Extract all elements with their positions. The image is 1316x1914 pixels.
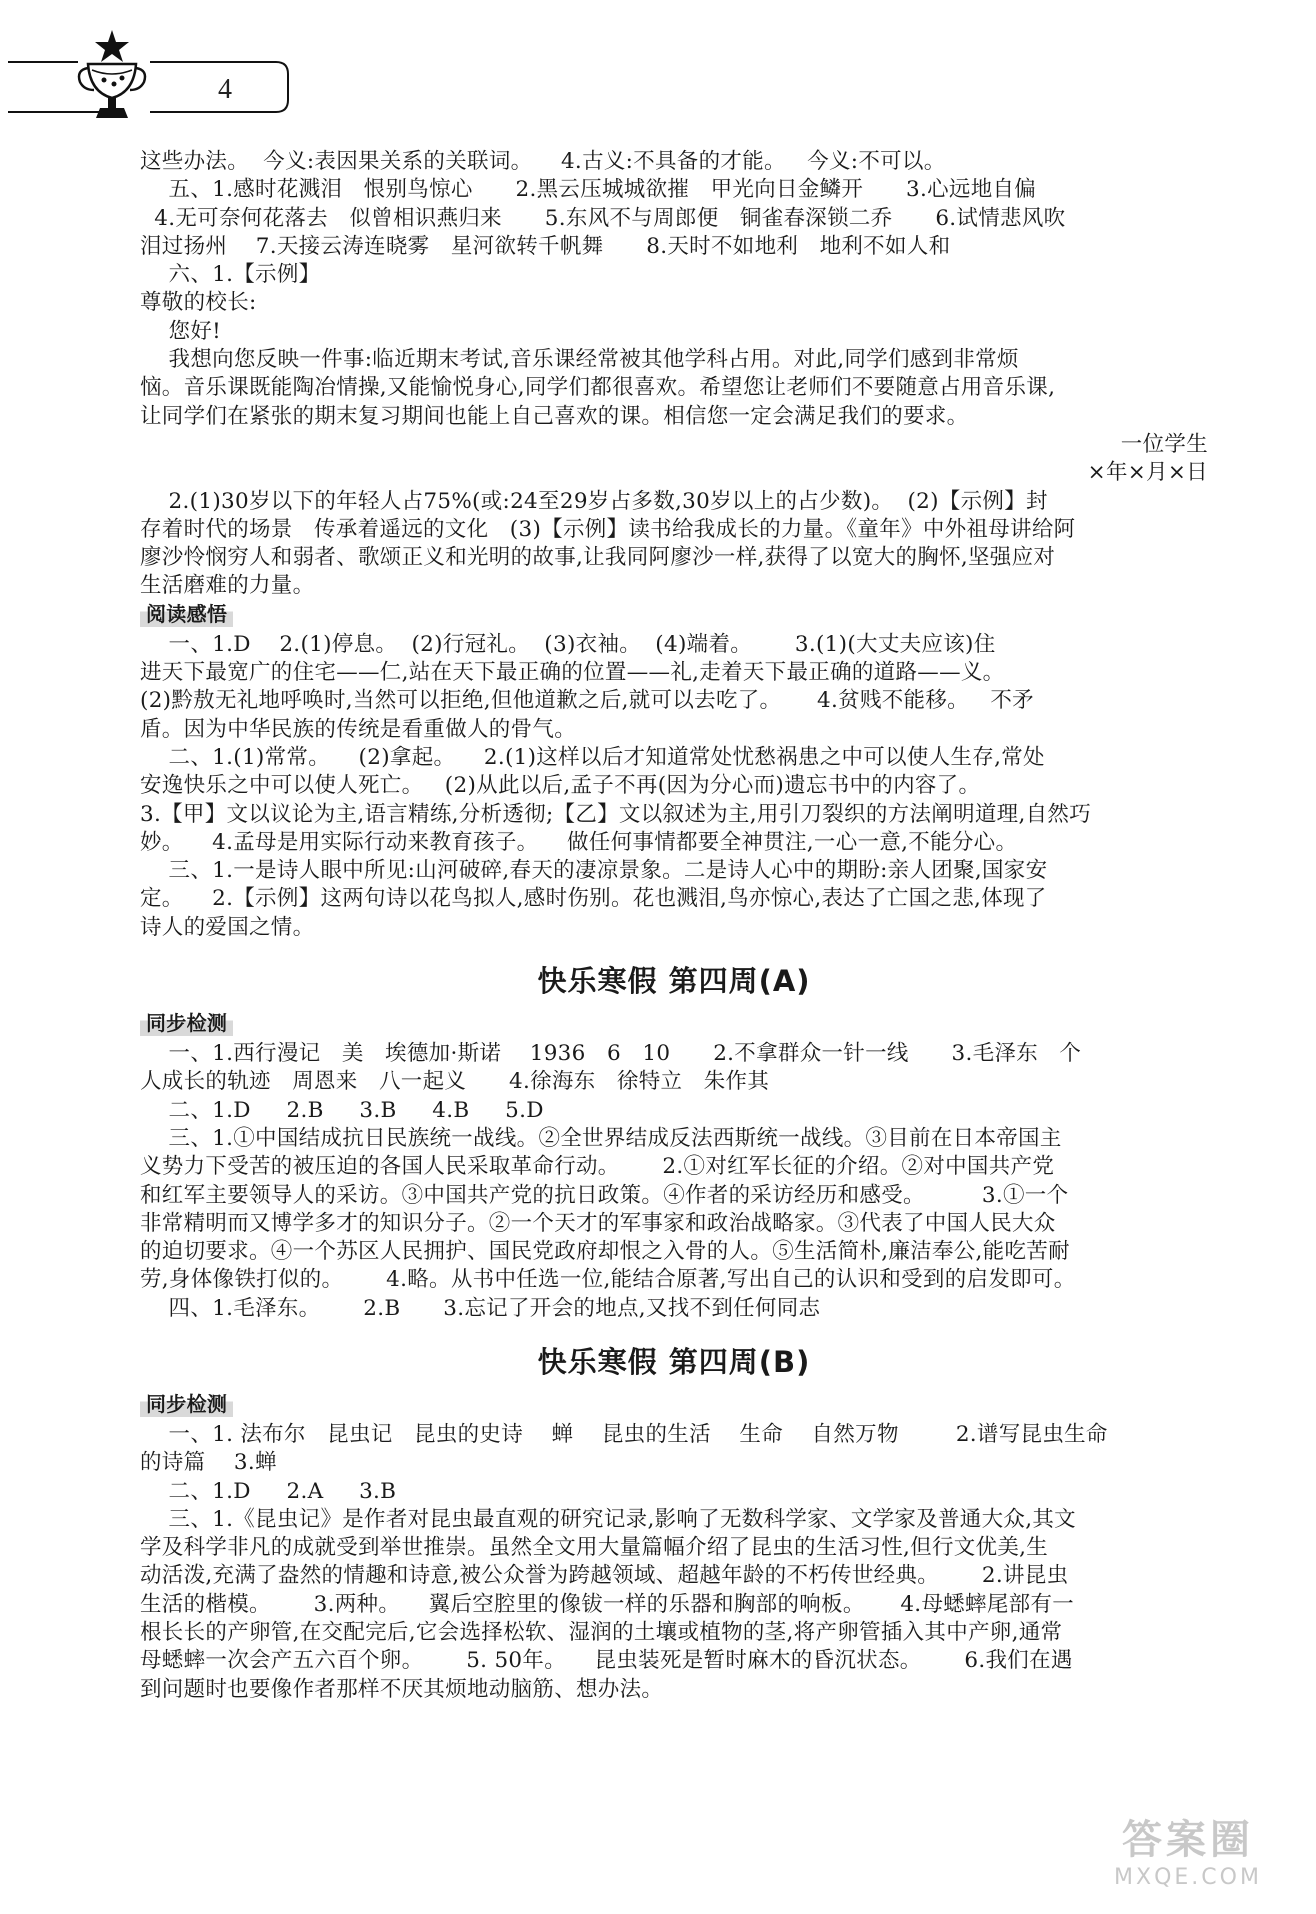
text-line: 泪过扬州 7.天接云涛连晓雾 星河欲转千帆舞 8.天时不如地利 地利不如人和 <box>140 233 951 259</box>
text-line: 一、1.D 2.(1)停息。 (2)行冠礼。 (3)衣袖。 (4)端着。 3.(1)(大丈夫应该)住 <box>140 631 996 657</box>
text-line: 二、1.D 2.B 3.B 4.B 5.D <box>140 1097 544 1123</box>
text-line: 学及科学非凡的成就受到举世推崇。虽然全文用大量篇幅介绍了昆虫的生活习性,但行文优美,生 <box>140 1535 1049 1561</box>
text-line: (2)黔敖无礼地呼唤时,当然可以拒绝,但他道歉之后,就可以去吃了。 4.贫贱不能移。 不矛 <box>140 688 1034 714</box>
text-line: 的诗篇 3.蝉 <box>140 1450 277 1476</box>
text-line: 母蟋蟀一次会产五六百个卵。 5. 50年。 昆虫装死是暂时麻木的昏沉状态。 6.我们在遇 <box>140 1648 1073 1674</box>
text-line: 进天下最宽广的住宅——仁,站在天下最正确的位置——礼,走着天下最正确的道路——义。 <box>140 660 1005 686</box>
text-line: 三、1.一是诗人眼中所见:山河破碎,春天的凄凉景象。二是诗人心中的期盼:亲人团聚,国家安 <box>140 858 1048 884</box>
text-line: 安逸快乐之中可以使人死亡。 (2)从此以后,孟子不再(因为分心而)遗忘书中的内容了。 <box>140 773 981 799</box>
text-line: 五、1.感时花溅泪 恨别鸟惊心 2.黑云压城城欲摧 甲光向日金鳞开 3.心远地自偏 <box>140 177 1037 203</box>
section-tag-row <box>140 1010 1208 1040</box>
text-line: 定。 2.【示例】这两句诗以花鸟拟人,感时伤别。花也溅泪,鸟亦惊心,表达了亡国之悲,体现了 <box>140 886 1047 912</box>
answer-content <box>140 148 1208 1704</box>
text-line: 二、1.(1)常常。 (2)拿起。 2.(1)这样以后才知道常处忧愁祸患之中可以使人生存,常处 <box>140 744 1045 770</box>
text-line: 2.(1)30岁以下的年轻人占75%(或:24至29岁占多数,30岁以上的占少数)。 (2)【示例】封 <box>140 488 1048 514</box>
text-line: 4.无可奈何花落去 似曾相识燕归来 5.东风不与周郎便 铜雀春深锁二乔 6.试情悲风吹 <box>140 205 1066 231</box>
text-line: 一、1.西行漫记 美 埃德加·斯诺 1936 6 10 2.不拿群众一针一线 3.毛泽东 个 <box>140 1041 1082 1067</box>
text-line: 诗人的爱国之情。 <box>140 914 315 940</box>
watermark-logo-text: 答案圈 <box>1122 1817 1254 1863</box>
text-line: 恼。音乐课既能陶冶情操,又能愉悦身心,同学们都很喜欢。希望您让老师们不要随意占用音乐课, <box>140 375 1056 401</box>
page-number: 4 <box>218 74 232 105</box>
text-line: 动活泼,充满了盎然的情趣和诗意,被公众誉为跨越领域、超越年龄的不朽传世经典。 2.讲昆虫 <box>140 1563 1069 1589</box>
text-line: 义势力下受苦的被压迫的各国人民采取革命行动。 2.①对红军长征的介绍。②对中国共产党 <box>140 1154 1055 1180</box>
trophy-star-icon <box>0 0 300 130</box>
text-line: 三、1.①中国结成抗日民族统一战线。②全世界结成反法西斯统一战线。③目前在日本帝国主 <box>140 1125 1062 1151</box>
text-line: 存着时代的场景 传承着遥远的文化 (3)【示例】读书给我成长的力量。《童年》中外祖母讲给阿 <box>140 516 1076 542</box>
text-line: 生活的楷模。 3.两种。 翼后空腔里的像钹一样的乐器和胸部的响板。 4.母蟋蟀尾部有一 <box>140 1591 1075 1617</box>
text-line: 3.【甲】文以议论为主,语言精练,分析透彻;【乙】文以叙述为主,用引刀裂织的方法阐明道理,自然巧 <box>140 801 1091 827</box>
section-tag-row <box>140 601 1208 631</box>
section-tag: 同步检测 <box>140 1010 233 1036</box>
text-line: 生活磨难的力量。 <box>140 573 315 599</box>
signature-line: 一位学生 <box>1120 431 1208 457</box>
text-line: 人成长的轨迹 周恩来 八一起义 4.徐海东 徐特立 朱作其 <box>140 1069 770 1095</box>
text-line: 让同学们在紧张的期末复习期间也能上自己喜欢的课。相信您一定会满足我们的要求。 <box>140 403 969 429</box>
text-line: 劳,身体像铁打似的。 4.略。从书中任选一位,能结合原著,写出自己的认识和受到的启发即可。 <box>140 1267 1076 1293</box>
section-tag: 同步检测 <box>140 1391 233 1417</box>
section-title: 快乐寒假 第四周(A) <box>537 964 811 999</box>
text-line: 一、1. 法布尔 昆虫记 昆虫的史诗 蝉 昆虫的生活 生命 自然万物 2.谱写昆虫生命 <box>140 1421 1108 1447</box>
section-title: 快乐寒假 第四周(B) <box>537 1344 811 1379</box>
text-line: 尊敬的校长: <box>140 290 257 316</box>
text-line: 盾。因为中华民族的传统是看重做人的骨气。 <box>140 716 577 742</box>
watermark <box>1078 1808 1298 1898</box>
text-line: 妙。 4.孟母是用实际行动来教育孩子。 做任何事情都要全神贯注,一心一意,不能分心。 <box>140 829 1018 855</box>
text-line: 的迫切要求。④一个苏区人民拥护、国民党政府却恨之入骨的人。⑤生活简朴,廉洁奉公,能吃苦耐 <box>140 1239 1070 1265</box>
page-header <box>0 0 300 130</box>
text-line: 四、1.毛泽东。 2.B 3.忘记了开会的地点,又找不到任何同志 <box>140 1295 821 1321</box>
section-tag-row <box>140 1391 1208 1421</box>
text-line: 这些办法。 今义:表因果关系的关联词。 4.古义:不具备的才能。 今义:不可以。 <box>140 149 946 174</box>
text-line: 廖沙怜悯穷人和弱者、歌颂正义和光明的故事,让我同阿廖沙一样,获得了以宽大的胸怀,坚强应对 <box>140 545 1056 571</box>
text-line: 我想向您反映一件事:临近期末考试,音乐课经常被其他学科占用。对此,同学们感到非常烦 <box>140 347 1019 373</box>
text-line: 您好! <box>140 318 222 344</box>
text-line: 到问题时也要像作者那样不厌其烦地动脑筋、想办法。 <box>140 1676 664 1702</box>
signature-line: ×年×月×日 <box>1087 460 1208 486</box>
text-line: 二、1.D 2.A 3.B <box>140 1478 397 1504</box>
watermark-url: MXQE.COM <box>1114 1865 1262 1890</box>
text-line: 和红军主要领导人的采访。③中国共产党的抗日政策。④作者的采访经历和感受。 3.①一个 <box>140 1182 1069 1208</box>
section-tag: 阅读感悟 <box>140 601 233 627</box>
text-line: 三、1.《昆虫记》是作者对昆虫最直观的研究记录,影响了无数科学家、文学家及普通大众,其文 <box>140 1506 1076 1532</box>
text-line: 非常精明而又博学多才的知识分子。②一个天才的军事家和政治战略家。③代表了中国人民大众 <box>140 1210 1056 1236</box>
text-line: 六、1.【示例】 <box>140 262 321 288</box>
text-line: 根长长的产卵管,在交配完后,它会选择松软、湿润的土壤或植物的茎,将产卵管插入其中产卵,通常 <box>140 1620 1063 1646</box>
